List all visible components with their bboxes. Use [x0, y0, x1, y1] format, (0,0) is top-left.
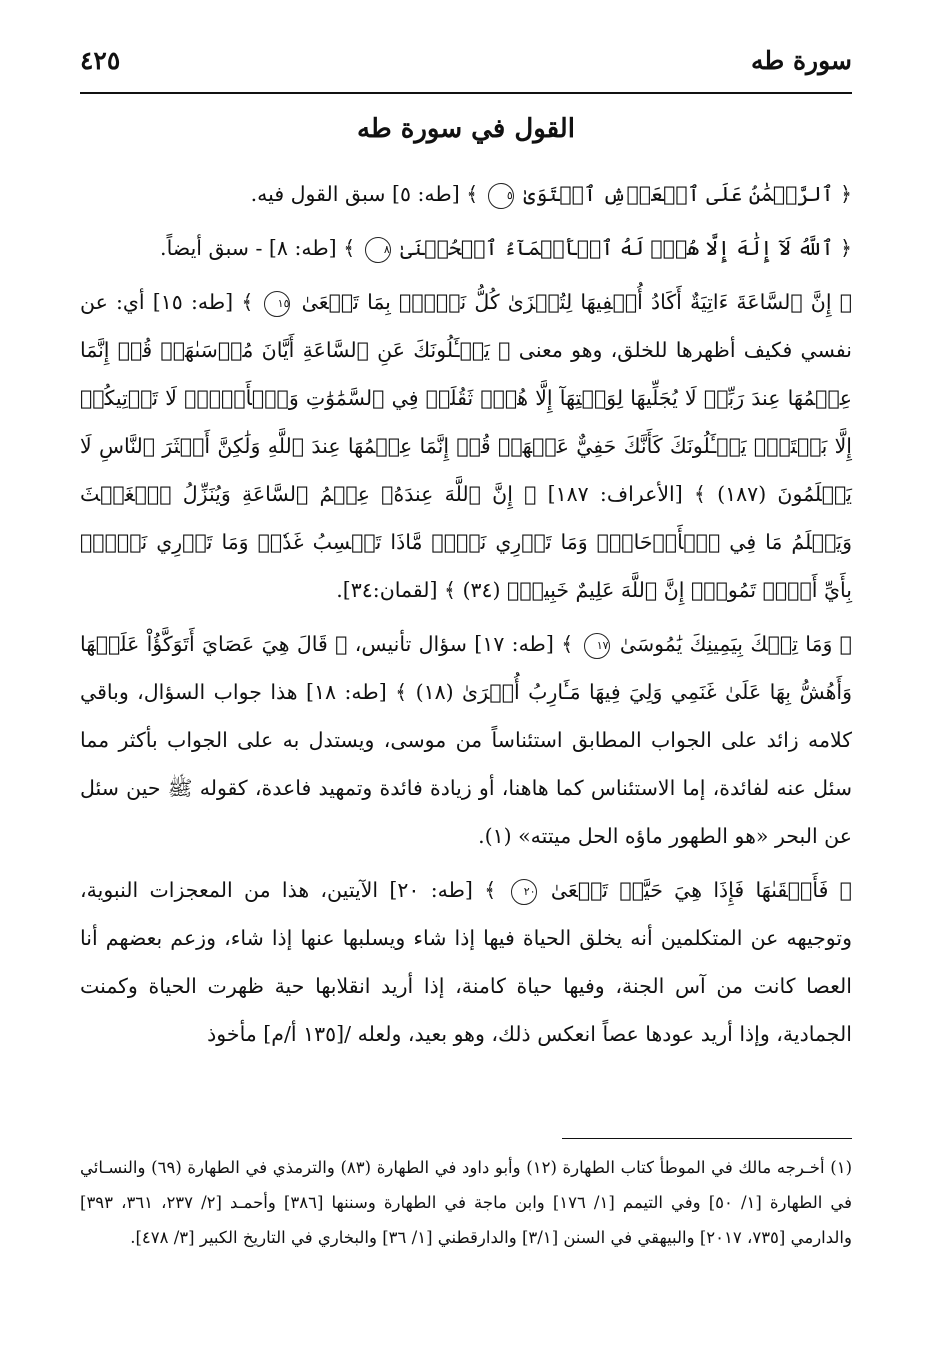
- verse-close-bracket: ﴾: [241, 290, 254, 314]
- commentary-text: [طه: ٥] سبق القول فيه.: [250, 182, 460, 206]
- section-title: القول في سورة طه: [357, 114, 575, 144]
- commentary-text: [طه: ١٧] سؤال تأنيس، ﴿ قَالَ هِيَ عَصَايَ أَتَوَكَّؤُاْ عَلَيۡهَا وَأَهُشُّ بِهَا عَلَىٰ غَنَمِي وَلِيَ فِيهَا مَـَٔارِبُ أُخۡرَىٰ (١٨) ﴾ [طه: ١٨] هذا جواب السؤال، وباقي كلامه زائد على الجواب المطابق استئناساً من موسى، ويستدل به على الجواب بأكثر مما سئل عنه لفائدة، إما الاستئناس كما هاهنا، أو زيادة فائدة وتمهيد فاعدة، كقوله ﷺ حين سئل عن البحر «هو الطهور ماؤه الحل ميتته» (١).: [80, 632, 853, 848]
- page-number: ٤٢٥: [80, 46, 121, 75]
- verse-number-marker: ٢٠: [511, 879, 537, 905]
- running-head-surah: سورة طه: [750, 46, 852, 75]
- paragraph-3: [80, 278, 852, 614]
- paragraph-2: [80, 224, 852, 272]
- verse-close-bracket: ﴾: [561, 632, 574, 656]
- main-text: [80, 170, 852, 1064]
- verse-text: ﴿ ٱلرَّحۡمَٰنُ عَلَى ٱلۡعَرۡشِ ٱسۡتَوَىٰ: [523, 182, 852, 206]
- verse-number-marker: ١٧: [584, 633, 610, 659]
- paragraph-4: [80, 620, 852, 860]
- verse-number-marker: ٥: [488, 183, 514, 209]
- verse-close-bracket: ﴾: [466, 182, 479, 206]
- verse-close-bracket: ﴾: [484, 878, 497, 902]
- commentary-text: [طه: ٨] - سبق أيضاً.: [160, 236, 337, 260]
- verse-text: ﴿ إِنَّ ٱلسَّاعَةَ ءَاتِيَةٌ أَكَادُ أُخۡفِيهَا لِتُجۡزَىٰ كُلُّ نَفۡسِۭ بِمَا تَسۡعَىٰ: [301, 290, 852, 314]
- commentary-text: [طه: ١٥] أي: عن نفسي فكيف أظهرها للخلق، وهو معنى ﴿ يَسۡـَٔلُونَكَ عَنِ ٱلسَّاعَةِ أَيَّانَ مُرۡسَىٰهَاۖ قُلۡ إِنَّمَا عِلۡمُهَا عِندَ رَبِّيۖ لَا يُجَلِّيهَا لِوَقۡتِهَآ إِلَّا هُوَۚ ثَقُلَتۡ فِي ٱلسَّمَٰوَٰتِ وَٱلۡأَرۡضِۚ لَا تَأۡتِيكُمۡ إِلَّا بَغۡتَةٗۗ يَسۡـَٔلُونَكَ كَأَنَّكَ حَفِيٌّ عَنۡهَاۖ قُلۡ إِنَّمَا عِلۡمُهَا عِندَ ٱللَّهِ وَلَٰكِنَّ أَكۡثَرَ ٱلنَّاسِ لَا يَعۡلَمُونَ (١٨٧) ﴾ [الأعراف: ١٨٧] ﴿ إِنَّ ٱللَّهَ عِندَهُۥ عِلۡمُ ٱلسَّاعَةِ وَيُنَزِّلُ ٱلۡغَيۡثَ وَيَعۡلَمُ مَا فِي ٱلۡأَرۡحَامِۖ وَمَا تَدۡرِي نَفۡسٞ مَّاذَا تَكۡسِبُ غَدٗاۖ وَمَا تَدۡرِي نَفۡسُۢ بِأَيِّ أَرۡضٖ تَمُوتُۚ إِنَّ ٱللَّهَ عَلِيمٌ خَبِيرُۢ (٣٤) ﴾ [لقمان:٣٤].: [80, 290, 853, 602]
- verse-text: ﴿ فَأَلۡقَىٰهَا فَإِذَا هِيَ حَيَّةٞ تَسۡعَىٰ: [550, 878, 852, 902]
- verse-number-marker: ١٥: [264, 291, 290, 317]
- verse-number-marker: ٨: [365, 237, 391, 263]
- commentary-text: [طه: ٢٠] الآيتين، هذا من المعجزات النبوية، وتوجيهه عن المتكلمين أنه يخلق الحياة فيها إذا شاء ويسلبها عنها إذا شاء، وزعم بعضهم أنا العصا كانت من آس الجنة، وفيها حياة كامنة، إذا أريد انقلابها حية ظهرت الحياة وكمنت الجمادية، وإذا أريد عودها عصاً انعكس ذلك، وهو بعيد، ولعله /[١٣٥ أ/م] مأخوذ: [80, 878, 852, 1046]
- verse-text: ﴿ ٱللَّهُ لَآ إِلَٰهَ إِلَّا هُوَۖ لَهُ ٱلۡأَسۡمَآءُ ٱلۡحُسۡنَىٰ: [400, 236, 852, 260]
- paragraph-1: [80, 170, 852, 218]
- verse-text: ﴿ وَمَا تِلۡكَ بِيَمِينِكَ يَٰمُوسَىٰ: [619, 632, 852, 656]
- page-header: [80, 40, 852, 94]
- paragraph-5: [80, 866, 852, 1058]
- verse-close-bracket: ﴾: [343, 236, 356, 260]
- footnote: (١) أخـرجه مالك في الموطأ كتاب الطهارة (١٢) وأبو داود في الطهارة (٨٣) والترمذي في الطهارة (٦٩) والنسـائي في الطهارة [١/ ٥٠] وفي التيمم [١/ ١٧٦] وابن ماجة في الطهارة وسننها [٣٨٦] وأحمـد [٢/ ٢٣٧، ٣٦١، ٣٩٣] والدارمي [٧٣٥، ٢٠١٧] والبيهقي في السنن [٣/١] والدارقطني [١/ ٣٦] والبخاري في التاريخ الكبير [٣/ ٤٧٨].: [80, 1158, 853, 1247]
- footnote-separator: [562, 1138, 852, 1139]
